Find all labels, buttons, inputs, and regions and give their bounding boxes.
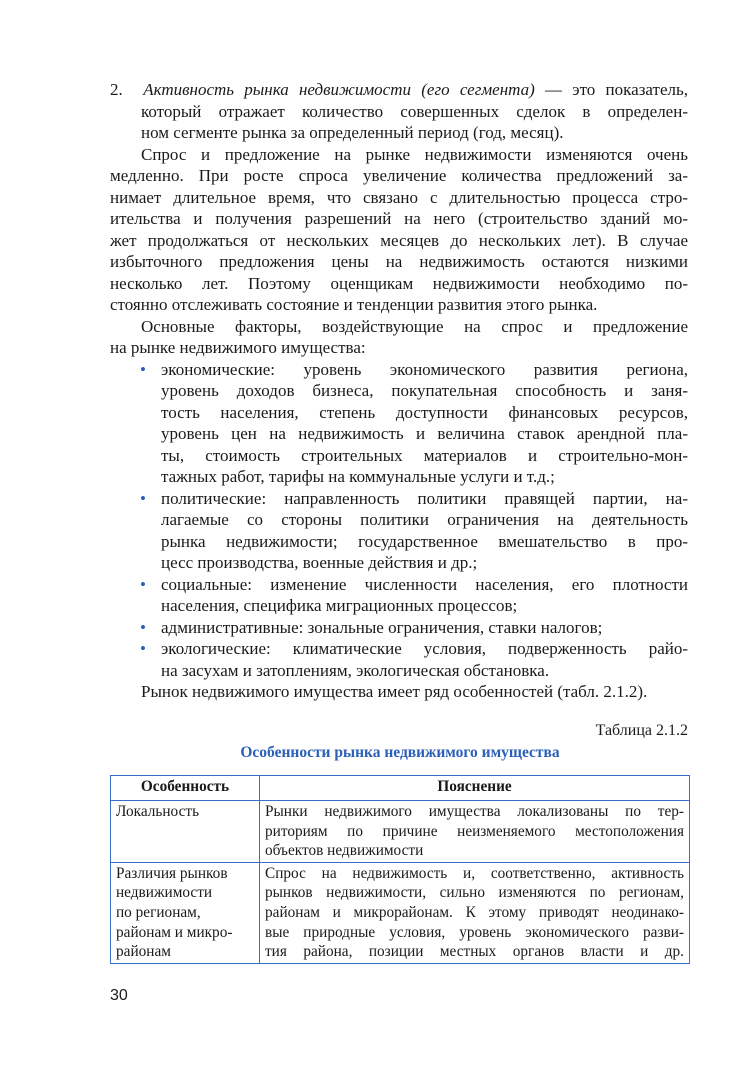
text-line: политические: направленность политики правящей партии, на- <box>161 488 688 508</box>
list-item <box>110 488 688 574</box>
item-number: 2. <box>110 80 123 99</box>
cell-line: недвижимости <box>116 884 213 902</box>
bullet-icon: • <box>140 639 146 658</box>
cell-line: по регионам, <box>116 903 201 921</box>
text-line: уровень доходов бизнеса, покупательная способность и заня- <box>161 381 688 400</box>
text-line: Спрос и предложение на рынке недвижимости изменяются очень <box>141 144 688 164</box>
item-term: Активность рынка недвижимости (его сегмента) <box>143 80 535 99</box>
cell-line: Различия рынков <box>116 864 228 882</box>
text-line: социальные: изменение численности населения, его плотности <box>161 574 688 594</box>
text-line: ты, стоимость строительных материалов и строительно-мон- <box>161 445 688 465</box>
text-line: несколько лет. Поэтому оценщикам недвижимости необходимо по- <box>110 273 688 293</box>
text-line: ном сегменте рынка за определенный период (год, месяц). <box>141 123 564 142</box>
text-line: Основные факторы, воздействующие на спрос и предложение <box>141 316 688 336</box>
table-caption: Таблица 2.1.2 <box>595 722 688 739</box>
text-line: — это показатель, <box>534 80 688 99</box>
text-line: уровень цен на недвижимость и величина ставок арендной пла- <box>161 424 688 443</box>
cell-line: риториям по причине неизменяемого местоположения <box>265 822 684 840</box>
cell-line: районам и микро- <box>116 923 233 941</box>
paragraph-3 <box>110 681 688 703</box>
text-line: на рынке недвижимого имущества: <box>110 338 366 357</box>
list-item <box>110 638 688 681</box>
header-feature: Особенность <box>111 776 260 801</box>
text-line: медленно. При росте спроса увеличение количества предложений за- <box>110 166 688 185</box>
bullet-icon: • <box>140 488 146 508</box>
cell-line: районам и микрорайонам. К этому приводят неодинако- <box>265 903 684 921</box>
text-line: жет продолжаться от нескольких месяцев до нескольких лет). В случае <box>110 230 688 250</box>
text-line: рынка недвижимости; государственное вмешательство в про- <box>161 531 688 551</box>
text-line: лагаемые со стороны политики ограничения на деятельность <box>161 510 688 529</box>
cell-line: объектов недвижимости <box>265 842 424 860</box>
list-item <box>110 574 688 617</box>
text-line: избыточного предложения цены на недвижимость остаются низкими <box>110 252 688 271</box>
cell-line: тия района, позиции местных органов власти и др. <box>265 943 684 961</box>
text-line: на засухам и затоплениям, экологическая обстановка. <box>161 660 550 680</box>
text-line: населения, специфика миграционных процессов; <box>161 596 518 615</box>
list-item <box>110 359 688 488</box>
text-line: экономические: уровень экономического развития региона, <box>161 359 688 379</box>
table-title: Особенности рынка недвижимого имущества <box>240 744 560 761</box>
cell-line: вые природные условия, уровень экономического разви- <box>265 923 684 941</box>
feature-cell <box>111 801 260 863</box>
explanation-cell <box>260 862 690 963</box>
paragraph-2 <box>110 316 688 359</box>
text-line: административные: зональные ограничения, ставки налогов; <box>161 617 603 637</box>
bullet-icon: • <box>140 574 146 594</box>
list-item <box>110 617 688 639</box>
bullet-icon: • <box>140 359 146 379</box>
paragraph-1 <box>110 144 688 316</box>
text-line: стоянно отслеживать состояние и тенденции развития этого рынка. <box>110 295 598 314</box>
text-line: который отражает количество совершенных сделок в определен- <box>141 101 688 121</box>
features-table <box>110 775 690 964</box>
text-line: нимает длительное время, что связано с длительностью процесса стро- <box>110 187 688 207</box>
header-explanation: Пояснение <box>260 776 690 801</box>
text-line: экологические: климатические условия, подверженность райо- <box>161 639 688 658</box>
body-text <box>110 79 688 703</box>
factor-list <box>110 359 688 682</box>
cell-line: районам <box>116 943 171 961</box>
table-row <box>111 801 690 863</box>
table-header-row <box>111 776 690 801</box>
cell-line: Спрос на недвижимость и, соответственно, активность <box>265 864 684 882</box>
cell-line: Рынки недвижимого имущества локализованы по тер- <box>265 803 684 820</box>
text-line: тость населения, степень доступности финансовых ресурсов, <box>161 402 688 422</box>
feature-cell <box>111 862 260 963</box>
text-line: цесс производства, военные действия и др.; <box>161 553 478 572</box>
page-number: 30 <box>110 987 128 1004</box>
text-line: тажных работ, тарифы на коммунальные услуги и т.д.; <box>161 467 555 486</box>
table-row <box>111 862 690 963</box>
bullet-icon: • <box>140 617 146 637</box>
explanation-cell <box>260 801 690 863</box>
numbered-item-2 <box>110 79 688 144</box>
text-line: Рынок недвижимого имущества имеет ряд особенностей (табл. 2.1.2). <box>141 682 648 701</box>
cell-line: Локальность <box>116 803 200 820</box>
text-line: ительства и получения разрешений на него (строительство зданий мо- <box>110 209 688 228</box>
cell-line: рынков недвижимости, сильно изменяются по регионам, <box>265 884 684 902</box>
